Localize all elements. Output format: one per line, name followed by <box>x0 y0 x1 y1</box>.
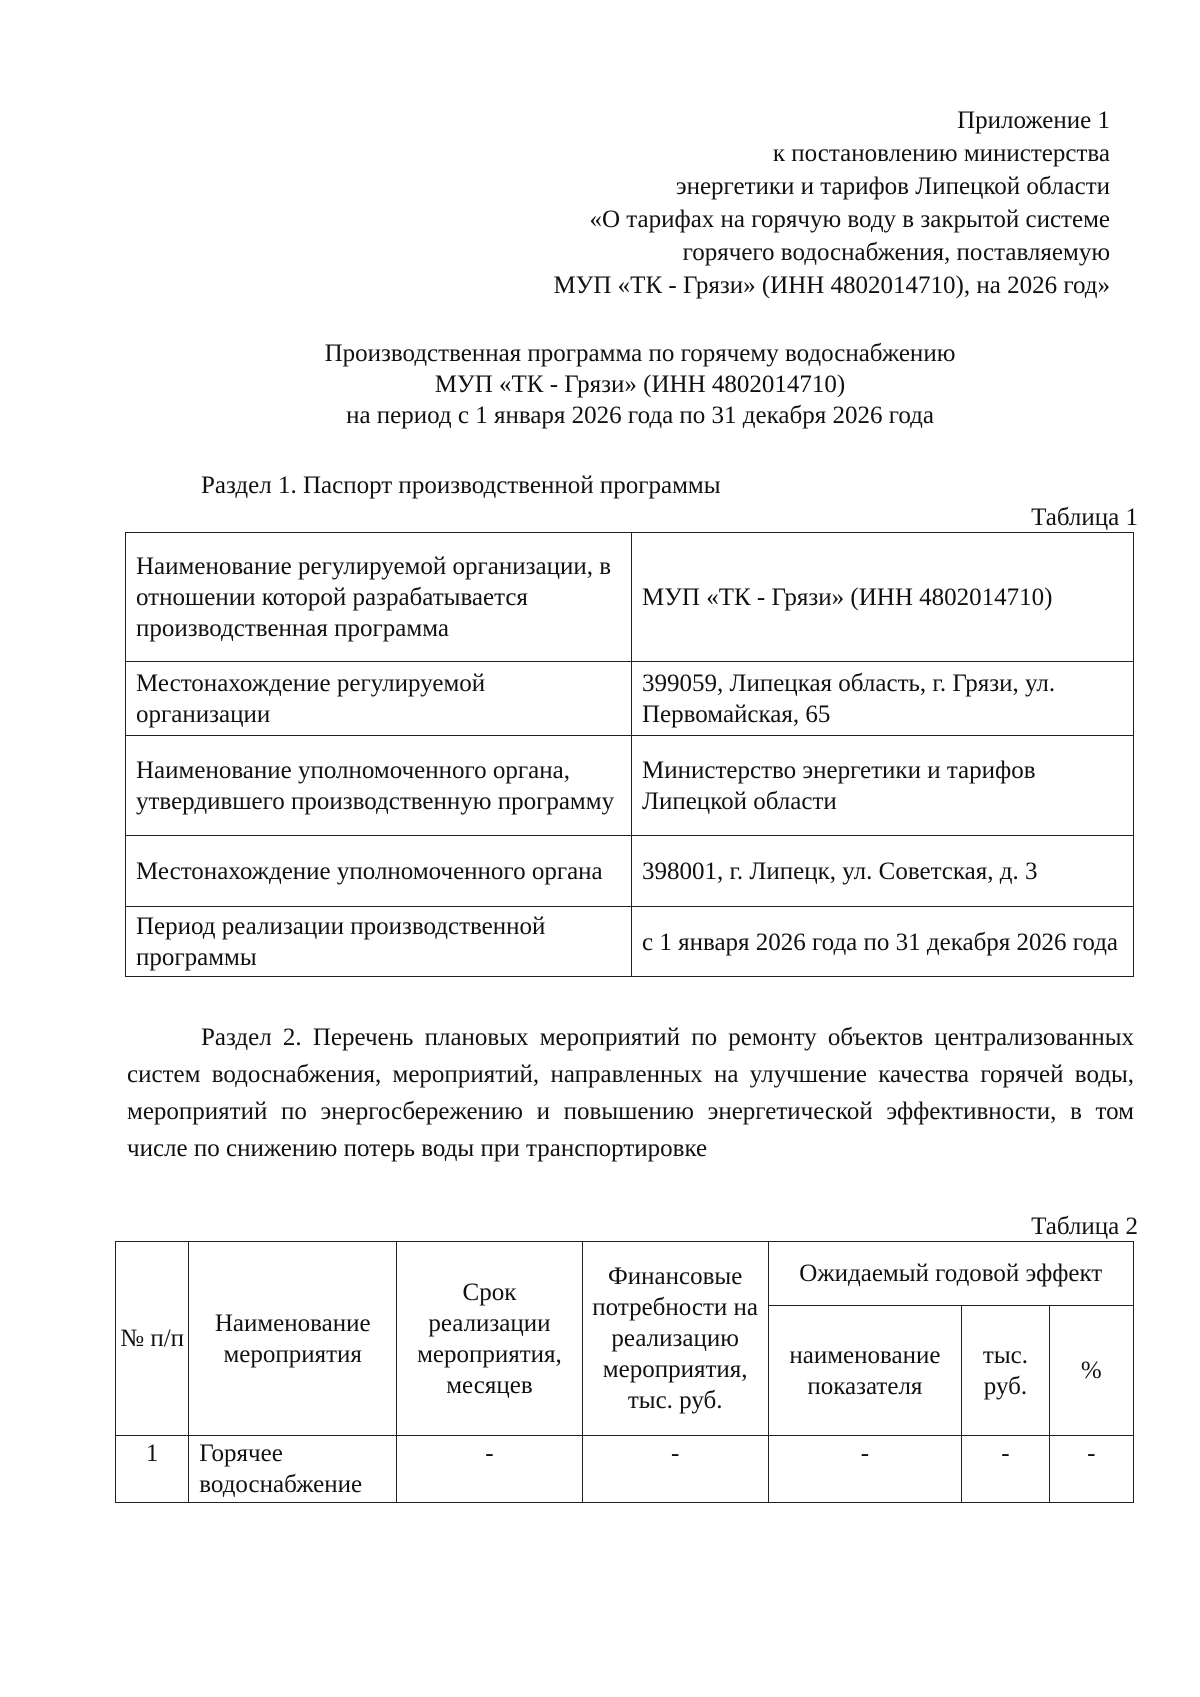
table-row <box>126 907 1134 977</box>
passport-table <box>125 532 1134 977</box>
title-line: Производственная программа по горячему водоснабжению <box>324 340 956 367</box>
appendix-line: горячего водоснабжения, поставляемую <box>682 239 1110 266</box>
row-label: Наименование регулируемой организации, в отношении которой разрабатывается производственная программа <box>126 533 632 662</box>
header-effect: Ожидаемый годовой эффект <box>768 1242 1133 1306</box>
cell-indicator: - <box>768 1436 962 1503</box>
table1-caption: Таблица 1 <box>1031 504 1138 531</box>
table-row <box>126 736 1134 836</box>
row-label: Наименование уполномоченного органа, утвердившего производственную программу <box>126 736 632 836</box>
row-value: Министерство энергетики и тарифов Липецкой области <box>632 736 1134 836</box>
row-value: с 1 января 2026 года по 31 декабря 2026 года <box>632 907 1134 977</box>
cell-num: 1 <box>116 1436 189 1503</box>
appendix-line: Приложение 1 <box>957 107 1110 134</box>
header-finance: Финансовые потребности на реализацию мероприятия, тыс. руб. <box>582 1242 768 1436</box>
header-percent: % <box>1049 1306 1133 1436</box>
table-row <box>126 662 1134 736</box>
cell-percent: - <box>1049 1436 1133 1503</box>
appendix-header <box>553 104 1110 302</box>
cell-name: Горячее водоснабжение <box>189 1436 397 1503</box>
row-label: Период реализации производственной программы <box>126 907 632 977</box>
section1-heading: Раздел 1. Паспорт производственной программы <box>201 472 721 499</box>
table-row <box>116 1436 1134 1503</box>
table-row <box>126 836 1134 907</box>
title-line: на период с 1 января 2026 года по 31 декабря 2026 года <box>346 402 934 429</box>
header-term: Срок реализации мероприятия, месяцев <box>397 1242 583 1436</box>
row-value: 399059, Липецкая область, г. Грязи, ул. Первомайская, 65 <box>632 662 1134 736</box>
title-line: МУП «ТК - Грязи» (ИНН 4802014710) <box>434 371 846 398</box>
row-value: 398001, г. Липецк, ул. Советская, д. 3 <box>632 836 1134 907</box>
document-title <box>120 338 1160 431</box>
table-row <box>126 533 1134 662</box>
header-row <box>116 1242 1134 1306</box>
row-label: Местонахождение регулируемой организации <box>126 662 632 736</box>
appendix-line: МУП «ТК - Грязи» (ИНН 4802014710), на 2026 год» <box>553 272 1110 299</box>
measures-table <box>115 1241 1134 1503</box>
cell-thousand-rub: - <box>962 1436 1049 1503</box>
row-value: МУП «ТК - Грязи» (ИНН 4802014710) <box>632 533 1134 662</box>
appendix-line: энергетики и тарифов Липецкой области <box>675 173 1110 200</box>
section2-heading: Раздел 2. Перечень плановых мероприятий по ремонту объектов централизованных систем водоснабжения, мероприятий, направленных на улучшение качества горячей воды, мероприятий по энергосбережению и повышению энергетической эффективности, в том числе по снижению потерь воды при транспортировке <box>127 1024 1134 1162</box>
header-num: № п/п <box>116 1242 189 1436</box>
appendix-line: к постановлению министерства <box>772 140 1110 167</box>
cell-term: - <box>397 1436 583 1503</box>
header-thousand-rub: тыс. руб. <box>962 1306 1049 1436</box>
header-indicator: наименование показателя <box>768 1306 962 1436</box>
row-label: Местонахождение уполномоченного органа <box>126 836 632 907</box>
appendix-line: «О тарифах на горячую воду в закрытой системе <box>589 206 1110 233</box>
cell-finance: - <box>582 1436 768 1503</box>
table2-caption: Таблица 2 <box>1031 1213 1138 1240</box>
header-name: Наименование мероприятия <box>189 1242 397 1436</box>
